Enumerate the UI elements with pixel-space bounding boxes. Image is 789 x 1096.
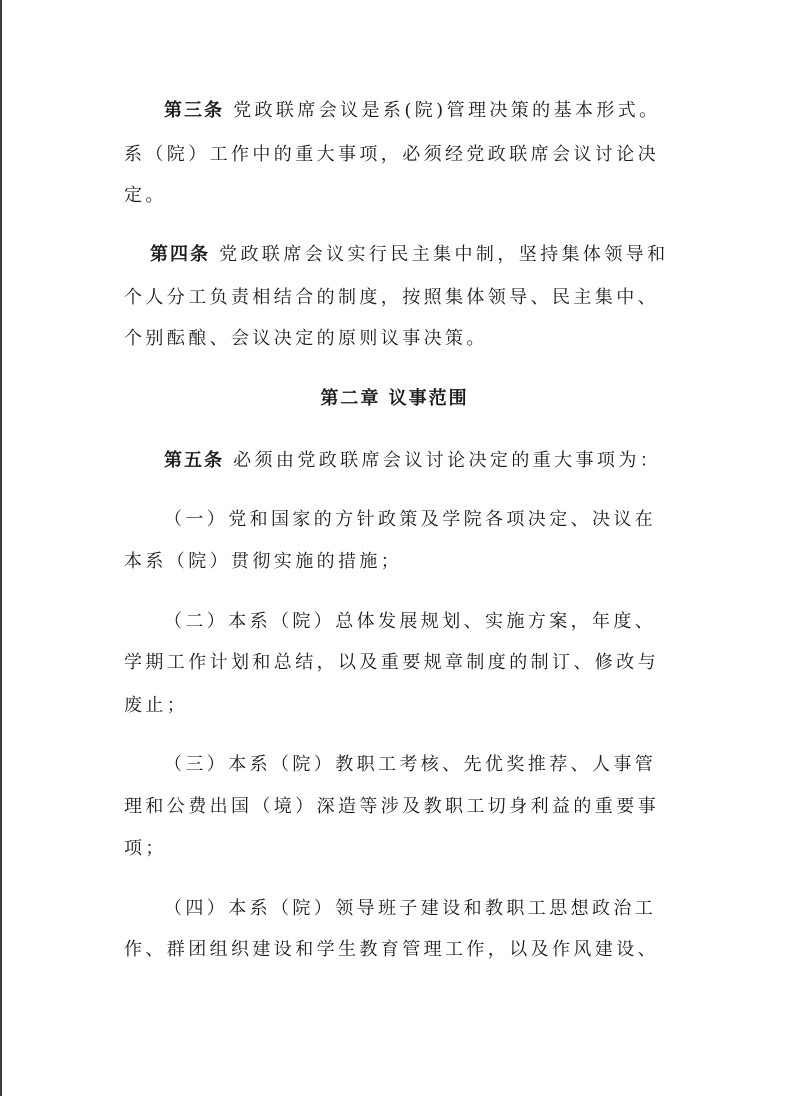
item-3-line-2: 理和公费出国（境）深造等涉及教职工切身利益的重要事 <box>124 796 659 817</box>
item-2-line-2: 学期工作计划和总结，以及重要规章制度的制订、修改与 <box>124 652 659 673</box>
article-4-text-1: 党政联席会议实行民主集中制，坚持集体领导和 <box>219 244 669 265</box>
article-3-line-1 <box>164 100 661 122</box>
article-5-text-1: 必须由党政联席会议讨论决定的重大事项为： <box>233 450 662 471</box>
item-3-line-1: （三）本系（院）教职工考核、先优奖推荐、人事管 <box>164 754 657 775</box>
item-2-line-1: （二）本系（院）总体发展规划、实施方案，年度、 <box>164 611 657 632</box>
article-3-line-2: 系（院）工作中的重大事项，必须经党政联席会议讨论决 <box>124 144 659 165</box>
chapter-2-heading: 第二章 议事范围 <box>320 388 469 409</box>
article-4-line-2: 个人分工负责相结合的制度，按照集体领导、民主集中、 <box>124 287 659 308</box>
item-3-line-3: 项； <box>124 838 167 859</box>
item-4-line-1: （四）本系（院）领导班子建设和教职工思想政治工 <box>164 898 657 919</box>
article-3-text-1: 党政联席会议是系(院)管理决策的基本形式。 <box>233 100 661 121</box>
article-4-label: 第四条 <box>150 244 210 265</box>
item-1-line-1: （一）党和国家的方针政策及学院各项决定、决议在 <box>164 509 657 530</box>
article-4-line-1 <box>150 244 669 266</box>
article-3-label: 第三条 <box>164 100 224 121</box>
item-4-line-2: 作、群团组织建设和学生教育管理工作，以及作风建设、 <box>124 939 659 960</box>
article-3-line-3: 定。 <box>124 185 167 206</box>
item-2-line-3: 废止； <box>124 695 189 716</box>
article-4-line-3: 个别酝酿、会议决定的原则议事决策。 <box>124 328 488 349</box>
article-5-line-1 <box>164 450 661 472</box>
article-5-label: 第五条 <box>164 450 224 471</box>
item-1-line-2: 本系（院）贯彻实施的措施； <box>124 551 403 572</box>
